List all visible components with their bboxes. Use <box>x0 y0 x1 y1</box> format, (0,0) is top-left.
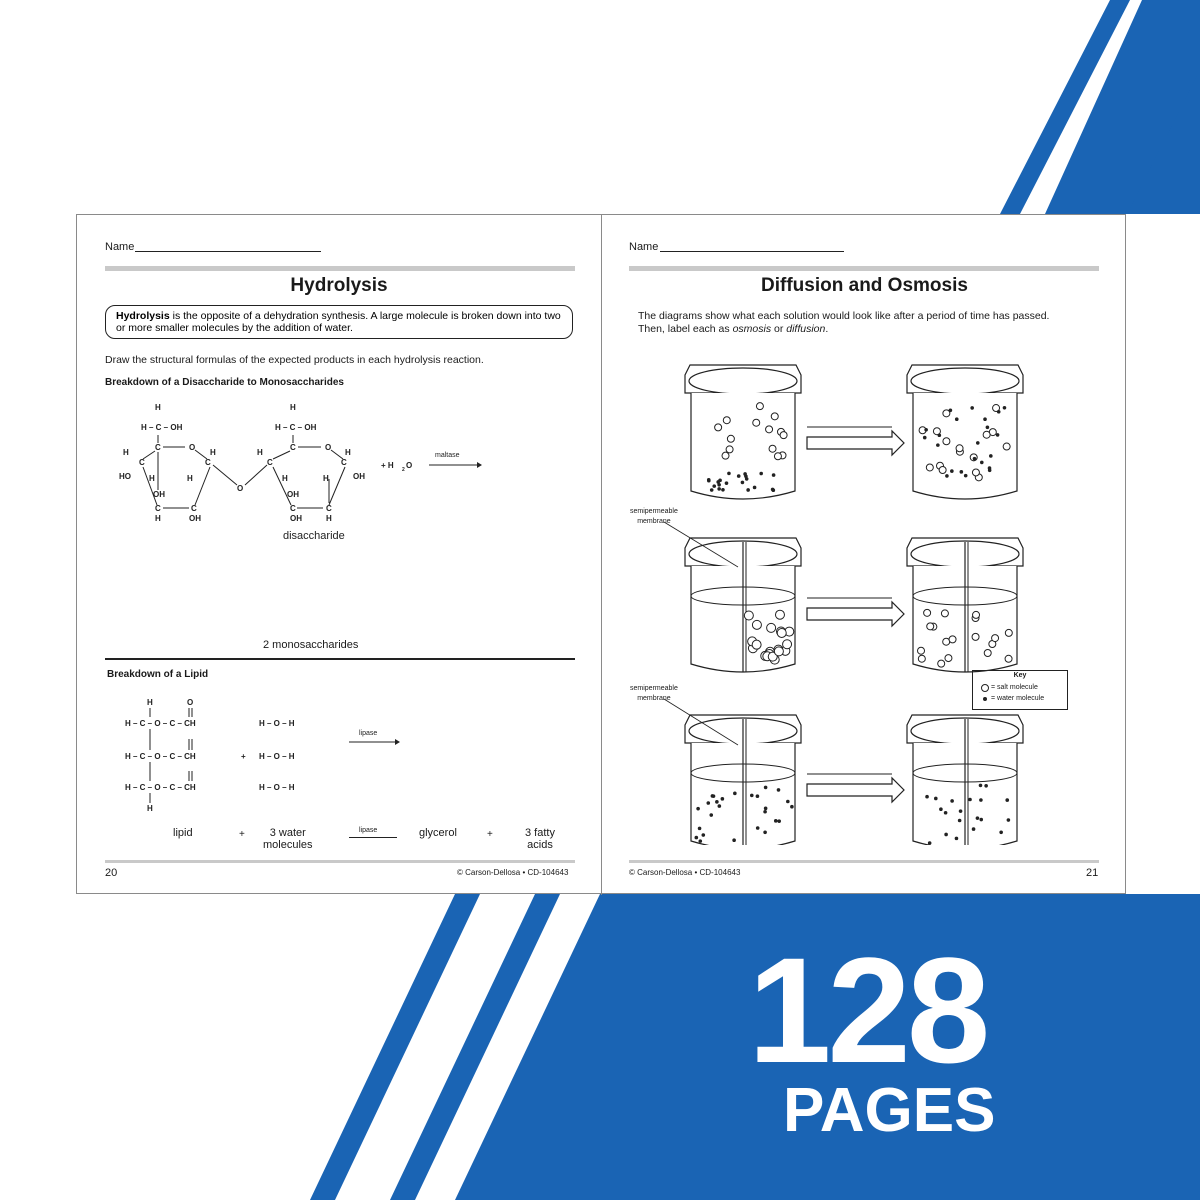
title-bar <box>105 266 575 271</box>
svg-text:H: H <box>123 448 129 457</box>
disaccharide-label: disaccharide <box>283 530 345 542</box>
svg-text:OH: OH <box>189 514 201 523</box>
svg-text:C: C <box>267 458 273 467</box>
page-title: Hydrolysis <box>290 275 388 296</box>
water-oxygen: O <box>406 461 413 470</box>
svg-text:C: C <box>155 504 161 513</box>
monosaccharides-label: 2 monosaccharides <box>263 639 359 651</box>
svg-text:C: C <box>155 443 161 452</box>
svg-text:O: O <box>189 443 196 452</box>
right-page <box>602 215 1127 895</box>
svg-text:H – C – O – C – CH: H – C – O – C – CH <box>125 783 196 792</box>
instruction-line-1: The diagrams show what each solution would look like after a period of time has passed. <box>638 310 1050 322</box>
page-count-number: 128 <box>748 926 987 1094</box>
svg-text:H: H <box>257 448 263 457</box>
svg-text:OH: OH <box>290 514 302 523</box>
section-divider <box>105 658 575 660</box>
svg-text:OH: OH <box>153 490 165 499</box>
svg-text:H: H <box>155 514 161 523</box>
name-label: Name <box>629 241 659 253</box>
svg-text:H – O – H: H – O – H <box>259 719 295 728</box>
svg-text:H: H <box>323 474 329 483</box>
key-title: Key <box>1013 672 1027 679</box>
name-line <box>135 251 321 252</box>
svg-text:H: H <box>149 474 155 483</box>
copyright-footer: © Carson-Dellosa • CD-104643 <box>457 868 569 877</box>
name-label: Name <box>105 241 135 253</box>
svg-text:+: + <box>241 752 246 761</box>
svg-text:H – C – O – C – CH: H – C – O – C – CH <box>125 719 196 728</box>
footer-bar <box>105 860 575 863</box>
section-heading-lipid: Breakdown of a Lipid <box>107 669 209 680</box>
instruction-line-2 <box>638 323 828 336</box>
name-line <box>660 251 844 252</box>
svg-text:H: H <box>147 804 153 813</box>
svg-text:O: O <box>187 698 194 707</box>
open-workbook <box>76 214 1126 894</box>
svg-text:C: C <box>290 443 296 452</box>
svg-text:HO: HO <box>119 472 131 481</box>
bottom-thin-stripe <box>310 894 480 1200</box>
svg-text:C: C <box>205 458 211 467</box>
svg-text:H – C – OH: H – C – OH <box>275 423 317 432</box>
page-number: 20 <box>105 867 118 879</box>
svg-text:H: H <box>155 403 161 412</box>
instruction: Draw the structural formulas of the expected products in each hydrolysis reaction. <box>105 354 484 366</box>
svg-text:H: H <box>210 448 216 457</box>
svg-text:H – C – OH: H – C – OH <box>141 423 183 432</box>
lipid-structure <box>77 693 601 818</box>
title-bar <box>629 266 1099 271</box>
beaker-diagrams <box>602 345 1127 845</box>
equation-arrow <box>349 837 397 838</box>
arrow-1 <box>807 431 904 455</box>
svg-text:C: C <box>326 504 332 513</box>
copyright-footer: © Carson-Dellosa • CD-104643 <box>629 868 741 877</box>
instruction-osmosis: osmosis <box>732 323 772 335</box>
svg-text:H: H <box>187 474 193 483</box>
equation-plus-1: + <box>239 829 245 840</box>
page-count-word: PAGES <box>783 1076 996 1145</box>
plus-water: + H <box>381 461 394 470</box>
svg-text:H: H <box>345 448 351 457</box>
instruction-end: . <box>825 323 829 335</box>
svg-text:OH: OH <box>287 490 299 499</box>
page-number: 21 <box>1086 867 1099 879</box>
svg-text:O: O <box>237 484 244 493</box>
svg-text:H – O – H: H – O – H <box>259 752 295 761</box>
svg-text:OH: OH <box>353 472 365 481</box>
footer-bar <box>629 860 1099 863</box>
equation-glycerol: glycerol <box>419 827 457 839</box>
salt-molecule-icon <box>981 684 989 692</box>
svg-text:H – C – O – C – CH: H – C – O – C – CH <box>125 752 196 761</box>
membrane-label-1: semipermeable membrane <box>630 508 678 525</box>
svg-text:H: H <box>147 698 153 707</box>
key-box <box>972 670 1068 710</box>
key-salt: = salt molecule <box>991 684 1038 691</box>
equation-water: 3 water molecules <box>263 827 313 851</box>
water-molecule-icon <box>983 697 987 701</box>
maltase-label: maltase <box>435 452 460 459</box>
svg-text:H: H <box>290 403 296 412</box>
svg-text:C: C <box>191 504 197 513</box>
svg-text:O: O <box>325 443 332 452</box>
definition-box <box>105 305 573 339</box>
equation-plus-2: + <box>487 829 493 840</box>
instruction-or: or <box>771 323 787 335</box>
section-heading-disaccharide: Breakdown of a Disaccharide to Monosaccharides <box>105 377 344 388</box>
svg-text:H – O – H: H – O – H <box>259 783 295 792</box>
svg-text:H: H <box>282 474 288 483</box>
svg-text:H: H <box>326 514 332 523</box>
lipase-label: lipase <box>359 730 378 737</box>
equation-fatty-acids: 3 fatty acids <box>525 827 555 851</box>
left-page <box>77 215 601 895</box>
definition-term: Hydrolysis <box>116 310 170 322</box>
instruction-pre: Then, label each as <box>638 323 733 335</box>
disaccharide-structure <box>77 395 601 545</box>
svg-text:C: C <box>139 458 145 467</box>
arrow-3 <box>807 778 904 802</box>
definition-text: is the opposite of a dehydration synthesis. A large molecule is broken down into two or more smaller molecules by the addition of water. <box>116 310 561 334</box>
svg-text:C: C <box>290 504 296 513</box>
instruction-diffusion: diffusion <box>786 323 826 335</box>
water-subscript: 2 <box>402 467 405 473</box>
page-title: Diffusion and Osmosis <box>761 275 968 296</box>
equation-lipase: lipase <box>359 827 378 834</box>
equation-lipid: lipid <box>173 827 193 839</box>
arrow-2 <box>807 602 904 626</box>
svg-text:C: C <box>341 458 347 467</box>
key-water: = water molecule <box>991 695 1045 702</box>
membrane-label-2: semipermeable membrane <box>630 685 678 702</box>
